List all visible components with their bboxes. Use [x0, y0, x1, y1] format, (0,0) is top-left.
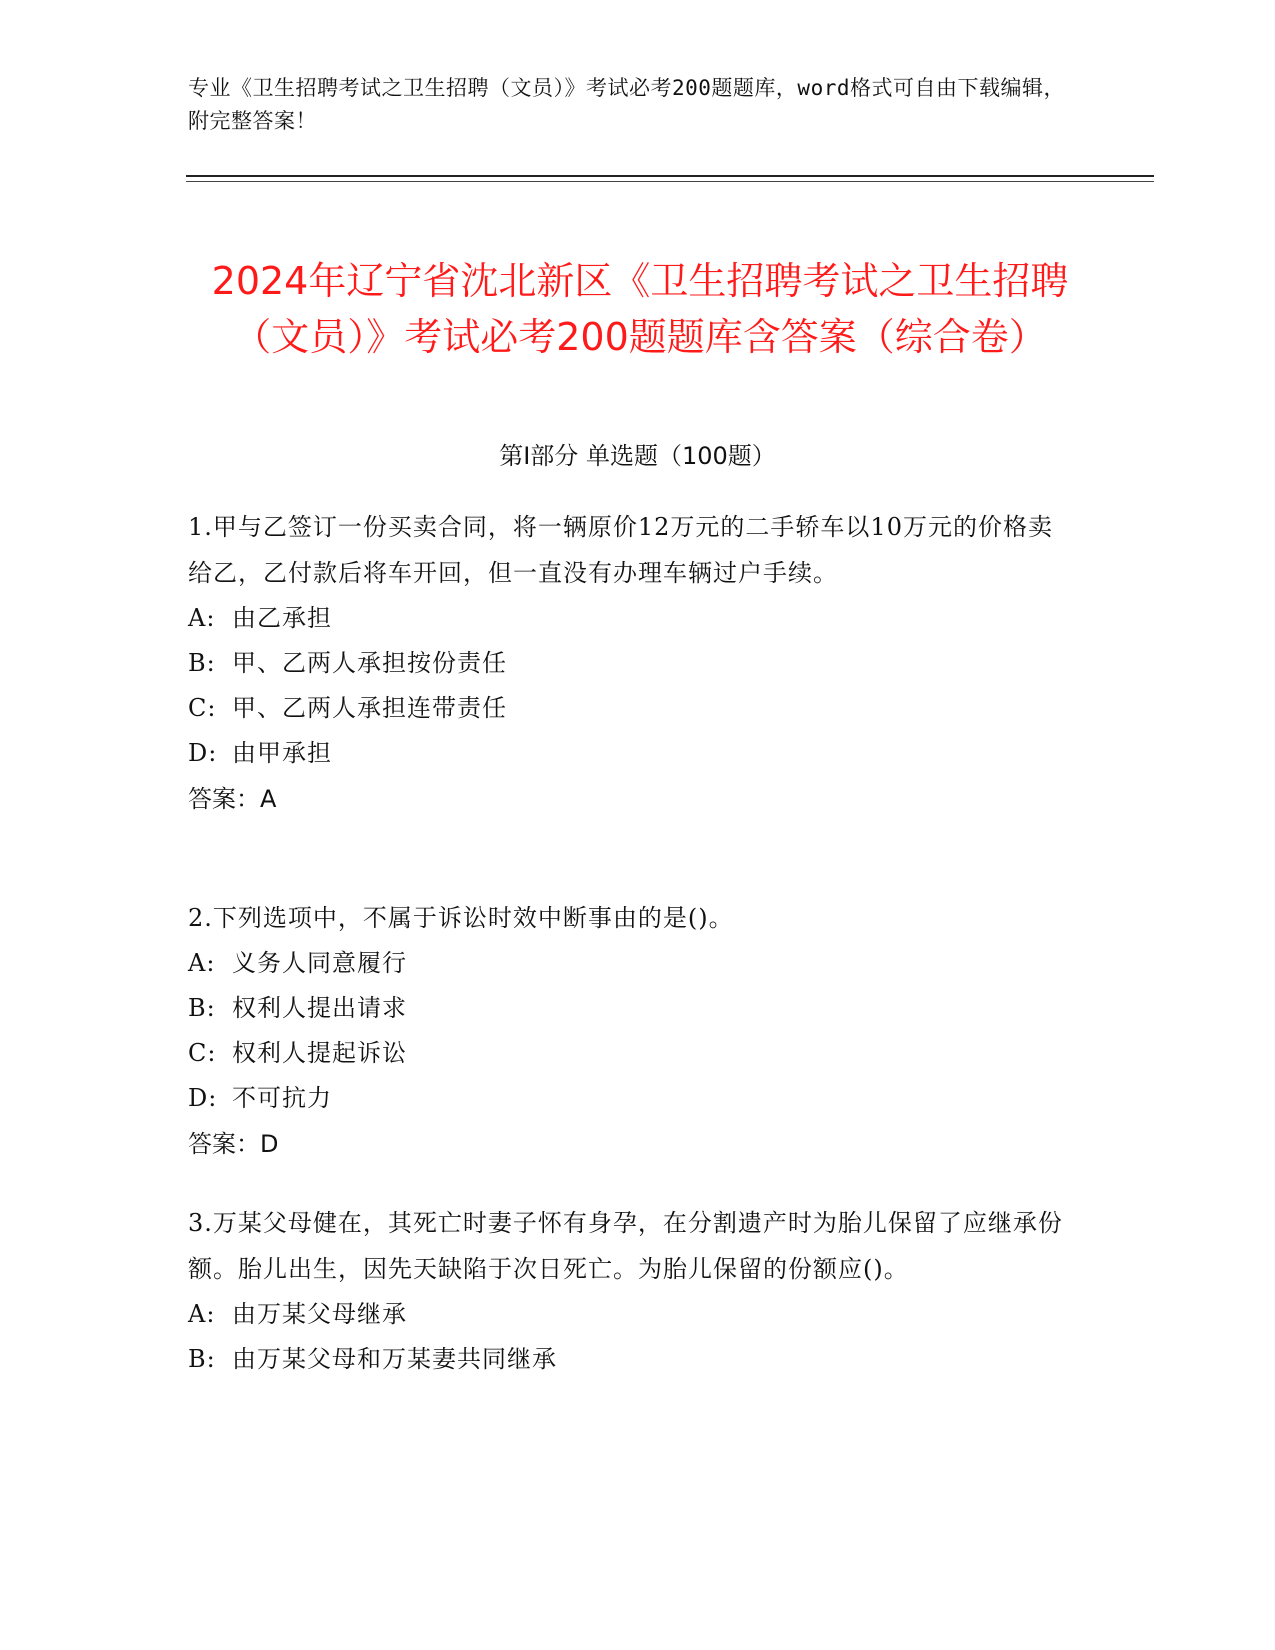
option-text: 甲、乙两人承担按份责任: [232, 649, 507, 677]
option-a: [188, 941, 1068, 986]
option-text: 由万某父母继承: [232, 1300, 407, 1328]
option-text: 由乙承担: [232, 604, 332, 632]
option-text: 权利人提出请求: [232, 994, 407, 1022]
section-heading: 第Ⅰ部分 单选题（100题）: [499, 442, 776, 470]
option-letter: A:: [188, 604, 216, 632]
option-c: [188, 1031, 1068, 1076]
option-b: [188, 641, 1068, 686]
option-a: [188, 1292, 1068, 1337]
header-divider-thick: [186, 175, 1154, 177]
question-2: [188, 895, 1068, 1167]
option-text: 义务人同意履行: [232, 949, 407, 977]
option-letter: D:: [188, 739, 218, 767]
header-note: 专业《卫生招聘考试之卫生招聘（文员）》考试必考200题题库，word格式可自由下载编辑，附完整答案！: [188, 76, 1065, 133]
question-stem: 3.万某父母健在，其死亡时妻子怀有身孕，在分割遗产时为胎儿保留了应继承份额。胎儿出生，因先天缺陷于次日死亡。为胎儿保留的份额应()。: [188, 1209, 1063, 1283]
option-text: 由万某父母和万某妻共同继承: [232, 1345, 557, 1373]
document-title: 2024年辽宁省沈北新区《卫生招聘考试之卫生招聘（文员）》考试必考200题题库含答案（综合卷）: [211, 259, 1069, 360]
option-b: [188, 986, 1068, 1031]
option-letter: B:: [188, 1345, 216, 1373]
option-text: 由甲承担: [232, 739, 332, 767]
option-a: [188, 596, 1068, 641]
answer-line: 答案：A: [188, 785, 277, 813]
option-text: 权利人提起诉讼: [232, 1039, 407, 1067]
option-b: [188, 1337, 1068, 1382]
option-letter: A:: [188, 949, 216, 977]
option-letter: D:: [188, 1084, 218, 1112]
option-d: [188, 731, 1068, 776]
question-stem: 2.下列选项中，不属于诉讼时效中断事由的是()。: [188, 904, 734, 932]
option-d: [188, 1076, 1068, 1121]
option-letter: C:: [188, 694, 217, 722]
option-text: 甲、乙两人承担连带责任: [232, 694, 507, 722]
header-divider-thin: [186, 181, 1154, 182]
question-stem: 1.甲与乙签订一份买卖合同，将一辆原价12万元的二手轿车以10万元的价格卖给乙，乙付款后将车开回，但一直没有办理车辆过户手续。: [188, 513, 1053, 587]
question-1: [188, 504, 1068, 822]
answer-line: 答案：D: [188, 1130, 279, 1158]
option-letter: B:: [188, 994, 216, 1022]
option-text: 不可抗力: [232, 1084, 332, 1112]
option-letter: A:: [188, 1300, 216, 1328]
option-c: [188, 686, 1068, 731]
option-letter: B:: [188, 649, 216, 677]
option-letter: C:: [188, 1039, 217, 1067]
question-3: [188, 1200, 1068, 1382]
